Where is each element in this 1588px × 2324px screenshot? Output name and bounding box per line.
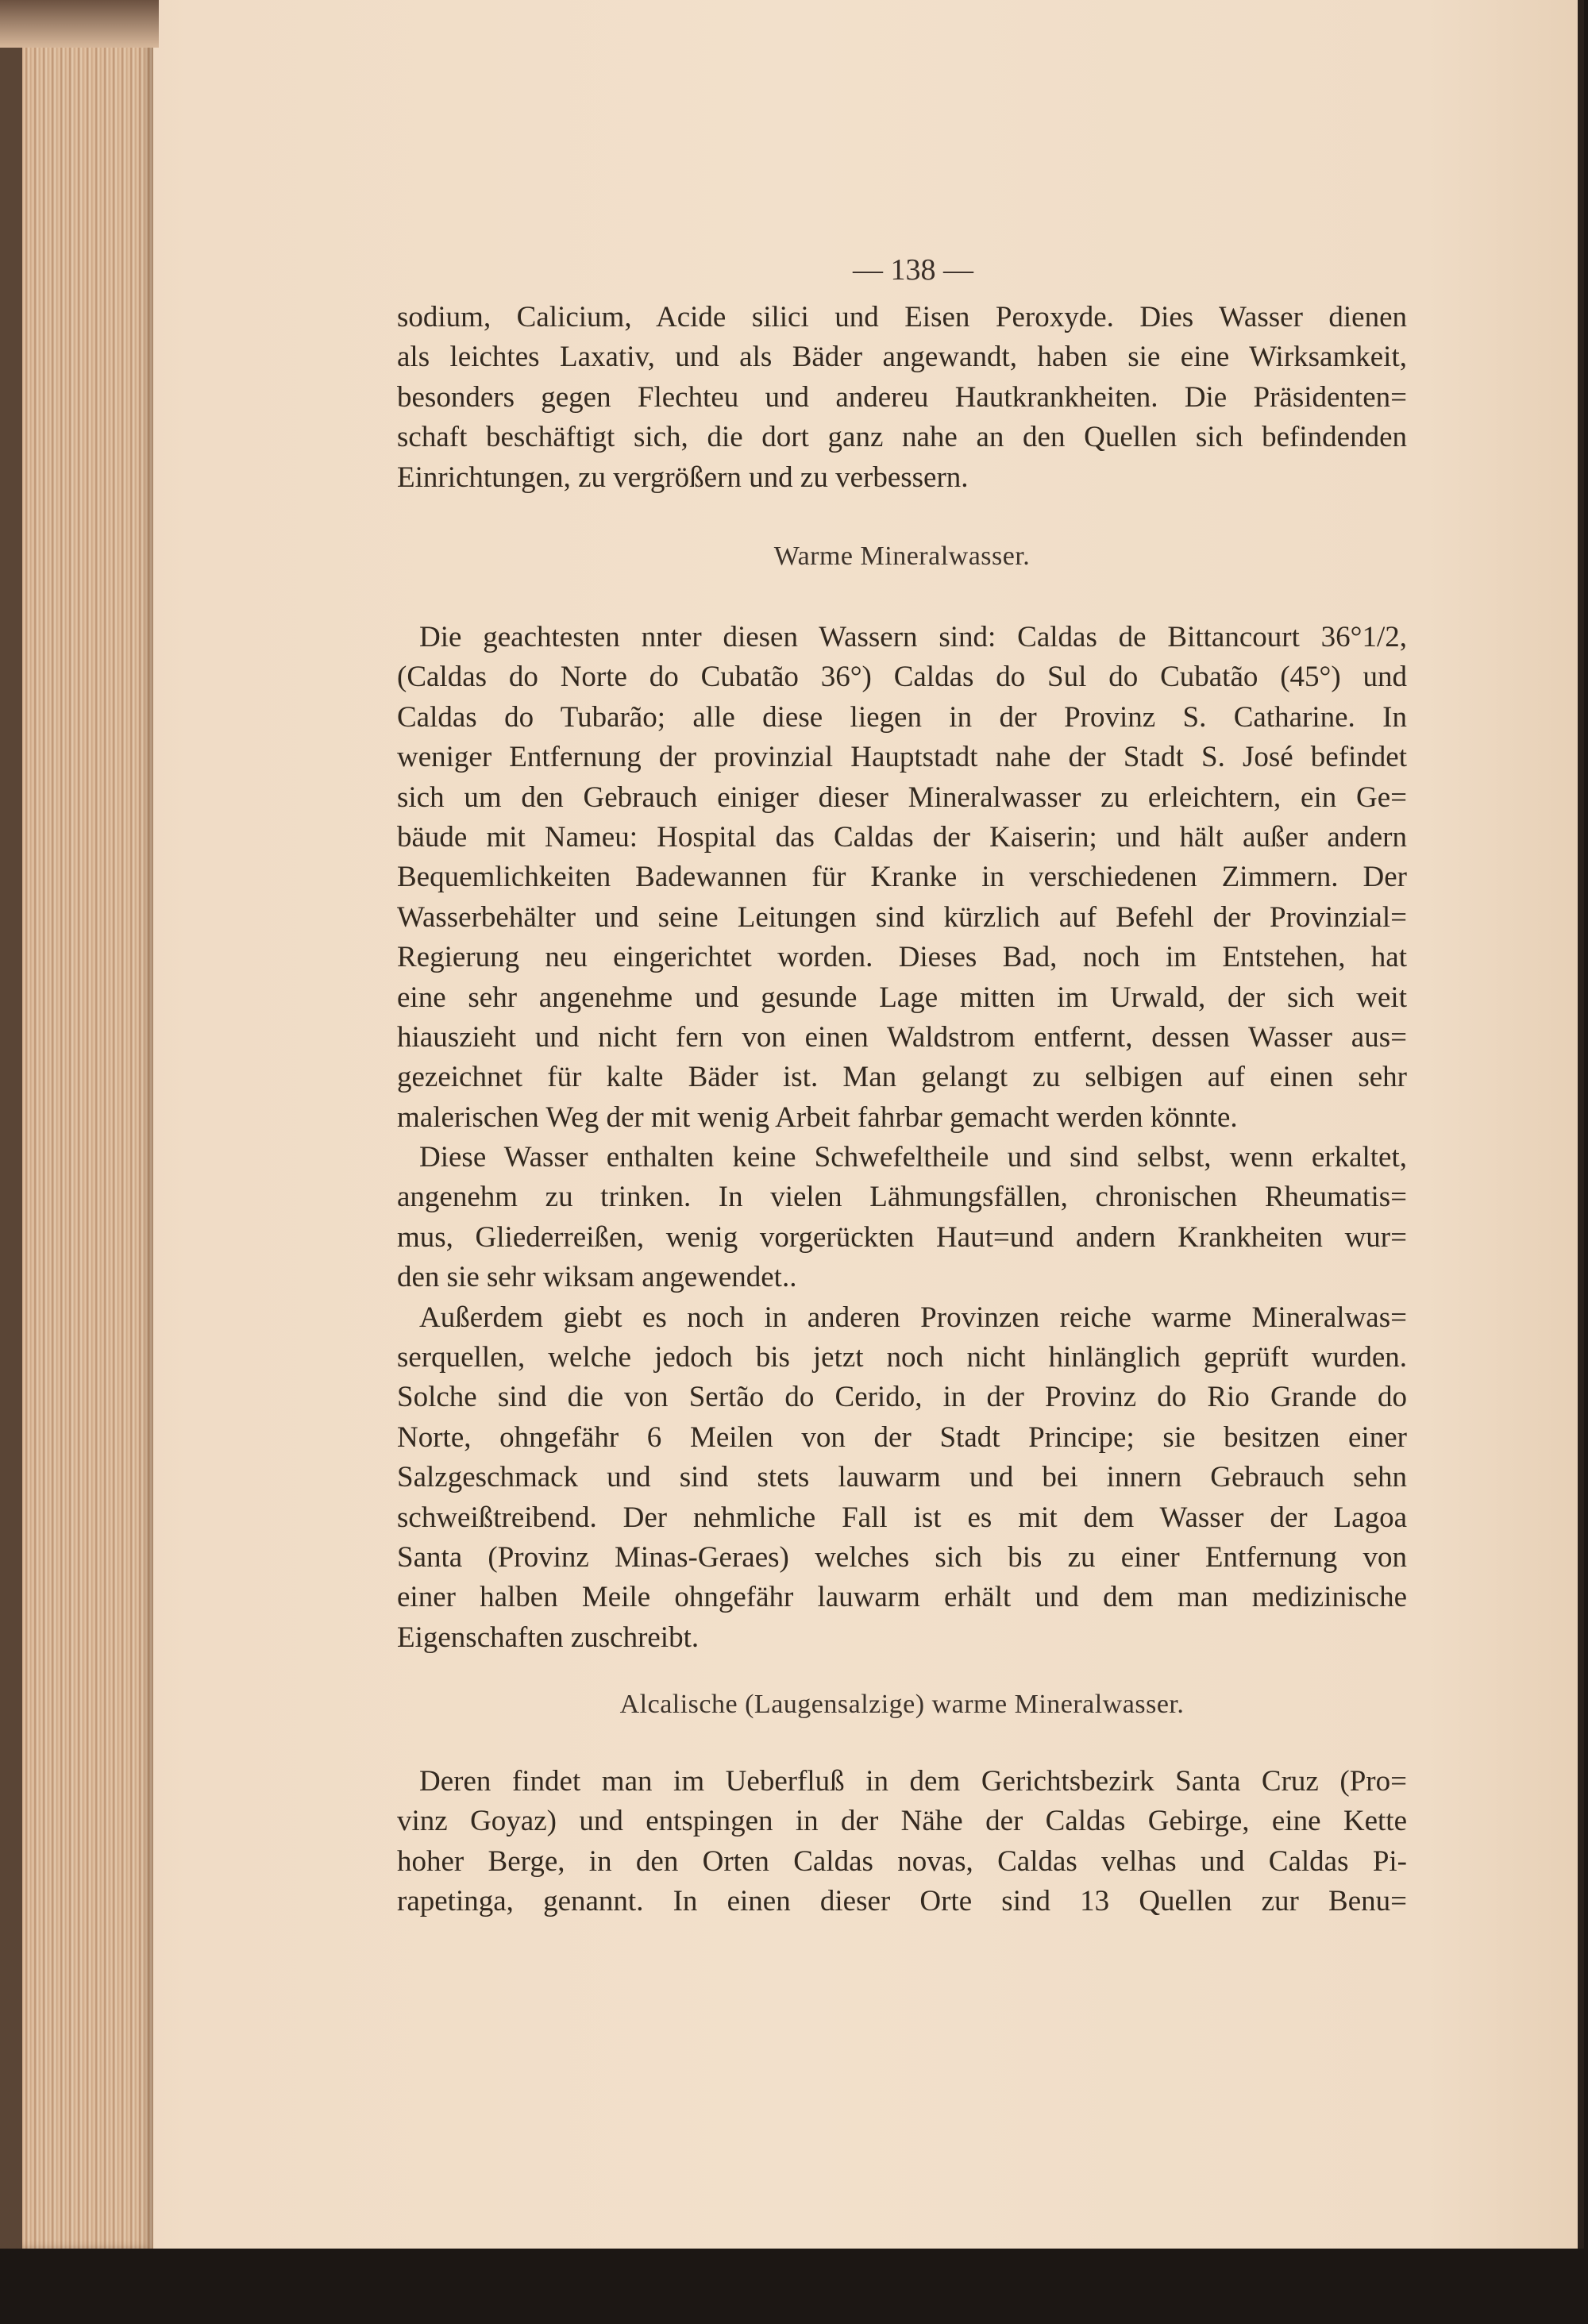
text-line: eine sehr angenehme und gesunde Lage mitten im Urwald, der sich weit — [397, 981, 1407, 1014]
text-line: Salzgeschmack und sind stets lauwarm und bei innern Gebrauch sehn — [397, 1461, 1407, 1494]
text-line: Bequemlichkeiten Badewannen für Kranke in verschiedenen Zimmern. Der — [397, 861, 1407, 894]
text-block-2 — [397, 618, 1407, 1658]
text-line: Einrichtungen, zu vergrößern und zu verbessern. — [397, 461, 969, 494]
text-line: malerischen Weg der mit wenig Arbeit fahrbar gemacht werden könnte. — [397, 1100, 1238, 1134]
text-line: Norte, ohngefähr 6 Meilen von der Stadt Principe; sie besitzen einer — [397, 1420, 1407, 1454]
text-line: einer halben Meile ohngefähr lauwarm erhält und dem man medizinische — [397, 1581, 1407, 1614]
text-line: (Caldas do Norte do Cubatão 36°) Caldas do Sul do Cubatão (45°) und — [397, 661, 1407, 694]
text-line: serquellen, welche jedoch bis jetzt noch nicht hinlänglich geprüft wurden. — [397, 1341, 1407, 1374]
text-line: mus, Gliederreißen, wenig vorgerückten Haut=und andern Krankheiten wur= — [397, 1220, 1407, 1254]
text-block-1 — [397, 298, 1407, 498]
text-line: Wasserbehälter und seine Leitungen sind kürzlich auf Befehl der Provinzial= — [397, 900, 1407, 934]
right-edge — [1578, 0, 1584, 2249]
text-line: Santa (Provinz Minas-Geraes) welches sich bis zu einer Entfernung von — [397, 1540, 1407, 1574]
text-line: sich um den Gebrauch einiger dieser Mineralwasser zu erleichtern, ein Ge= — [397, 780, 1407, 814]
text-line: Diese Wasser enthalten keine Schwefeltheile und sind selbst, wenn erkaltet, — [419, 1141, 1407, 1174]
text-line: den sie sehr wiksam angewendet.. — [397, 1261, 797, 1294]
text-line: hiauszieht und nicht fern von einen Waldstrom entfernt, dessen Wasser aus= — [397, 1020, 1407, 1054]
page-number: — 138 — — [853, 253, 973, 287]
text-block-3 — [397, 1762, 1407, 1922]
text-line: schaft beschäftigt sich, die dort ganz nahe an den Quellen sich befindenden — [397, 421, 1407, 454]
corner-shadow — [0, 0, 159, 48]
section-heading-warm-mineral-water: Warme Mineralwasser. — [773, 541, 1031, 571]
text-line: Eigenschaften zuschreibt. — [397, 1621, 700, 1654]
text-line: hoher Berge, in den Orten Caldas novas, Caldas velhas und Caldas Pi- — [397, 1844, 1407, 1878]
text-line: weniger Entfernung der provinzial Hauptstadt nahe der Stadt S. José befindet — [397, 741, 1407, 774]
text-line: Regierung neu eingerichtet worden. Dieses Bad, noch im Entstehen, hat — [397, 941, 1407, 974]
text-line: vinz Goyaz) und entspingen in der Nähe der Caldas Gebirge, eine Kette — [397, 1805, 1407, 1838]
text-line: rapetinga, genannt. In einen dieser Orte sind 13 Quellen zur Benu= — [397, 1885, 1407, 1918]
text-line: Außerdem giebt es noch in anderen Provinzen reiche warme Mineralwas= — [419, 1301, 1407, 1334]
text-line: Deren findet man im Ueberfluß in dem Gerichtsbezirk Santa Cruz (Pro= — [419, 1765, 1407, 1798]
text-line: sodium, Calicium, Acide silici und Eisen Peroxyde. Dies Wasser dienen — [397, 301, 1407, 333]
text-line: bäude mit Nameu: Hospital das Caldas der Kaiserin; und hält außer andern — [397, 820, 1407, 854]
text-line: besonders gegen Flechteu und andereu Hautkrankheiten. Die Präsidenten= — [397, 380, 1407, 414]
text-line: als leichtes Laxativ, und als Bäder angewandt, haben sie eine Wirksamkeit, — [397, 341, 1407, 374]
text-line: Die geachtesten nnter diesen Wassern sind: Caldas de Bittancourt 36°1/2, — [419, 621, 1407, 653]
text-line: gezeichnet für kalte Bäder ist. Man gelangt zu selbigen auf einen sehr — [397, 1061, 1407, 1094]
text-line: angenehm zu trinken. In vielen Lähmungsfällen, chronischen Rheumatis= — [397, 1181, 1407, 1214]
text-line: Solche sind die von Sertão do Cerido, in der Provinz do Rio Grande do — [397, 1381, 1407, 1414]
text-line: Caldas do Tubarão; alle diese liegen in der Provinz S. Catharine. In — [397, 700, 1407, 734]
text-line: schweißtreibend. Der nehmliche Fall ist es mit dem Wasser der Lagoa — [397, 1501, 1407, 1534]
section-heading-alkaline-mineral-water: Alcalische (Laugensalzige) warme Mineralwasser. — [619, 1690, 1185, 1719]
page-edges-stack — [22, 32, 153, 2249]
